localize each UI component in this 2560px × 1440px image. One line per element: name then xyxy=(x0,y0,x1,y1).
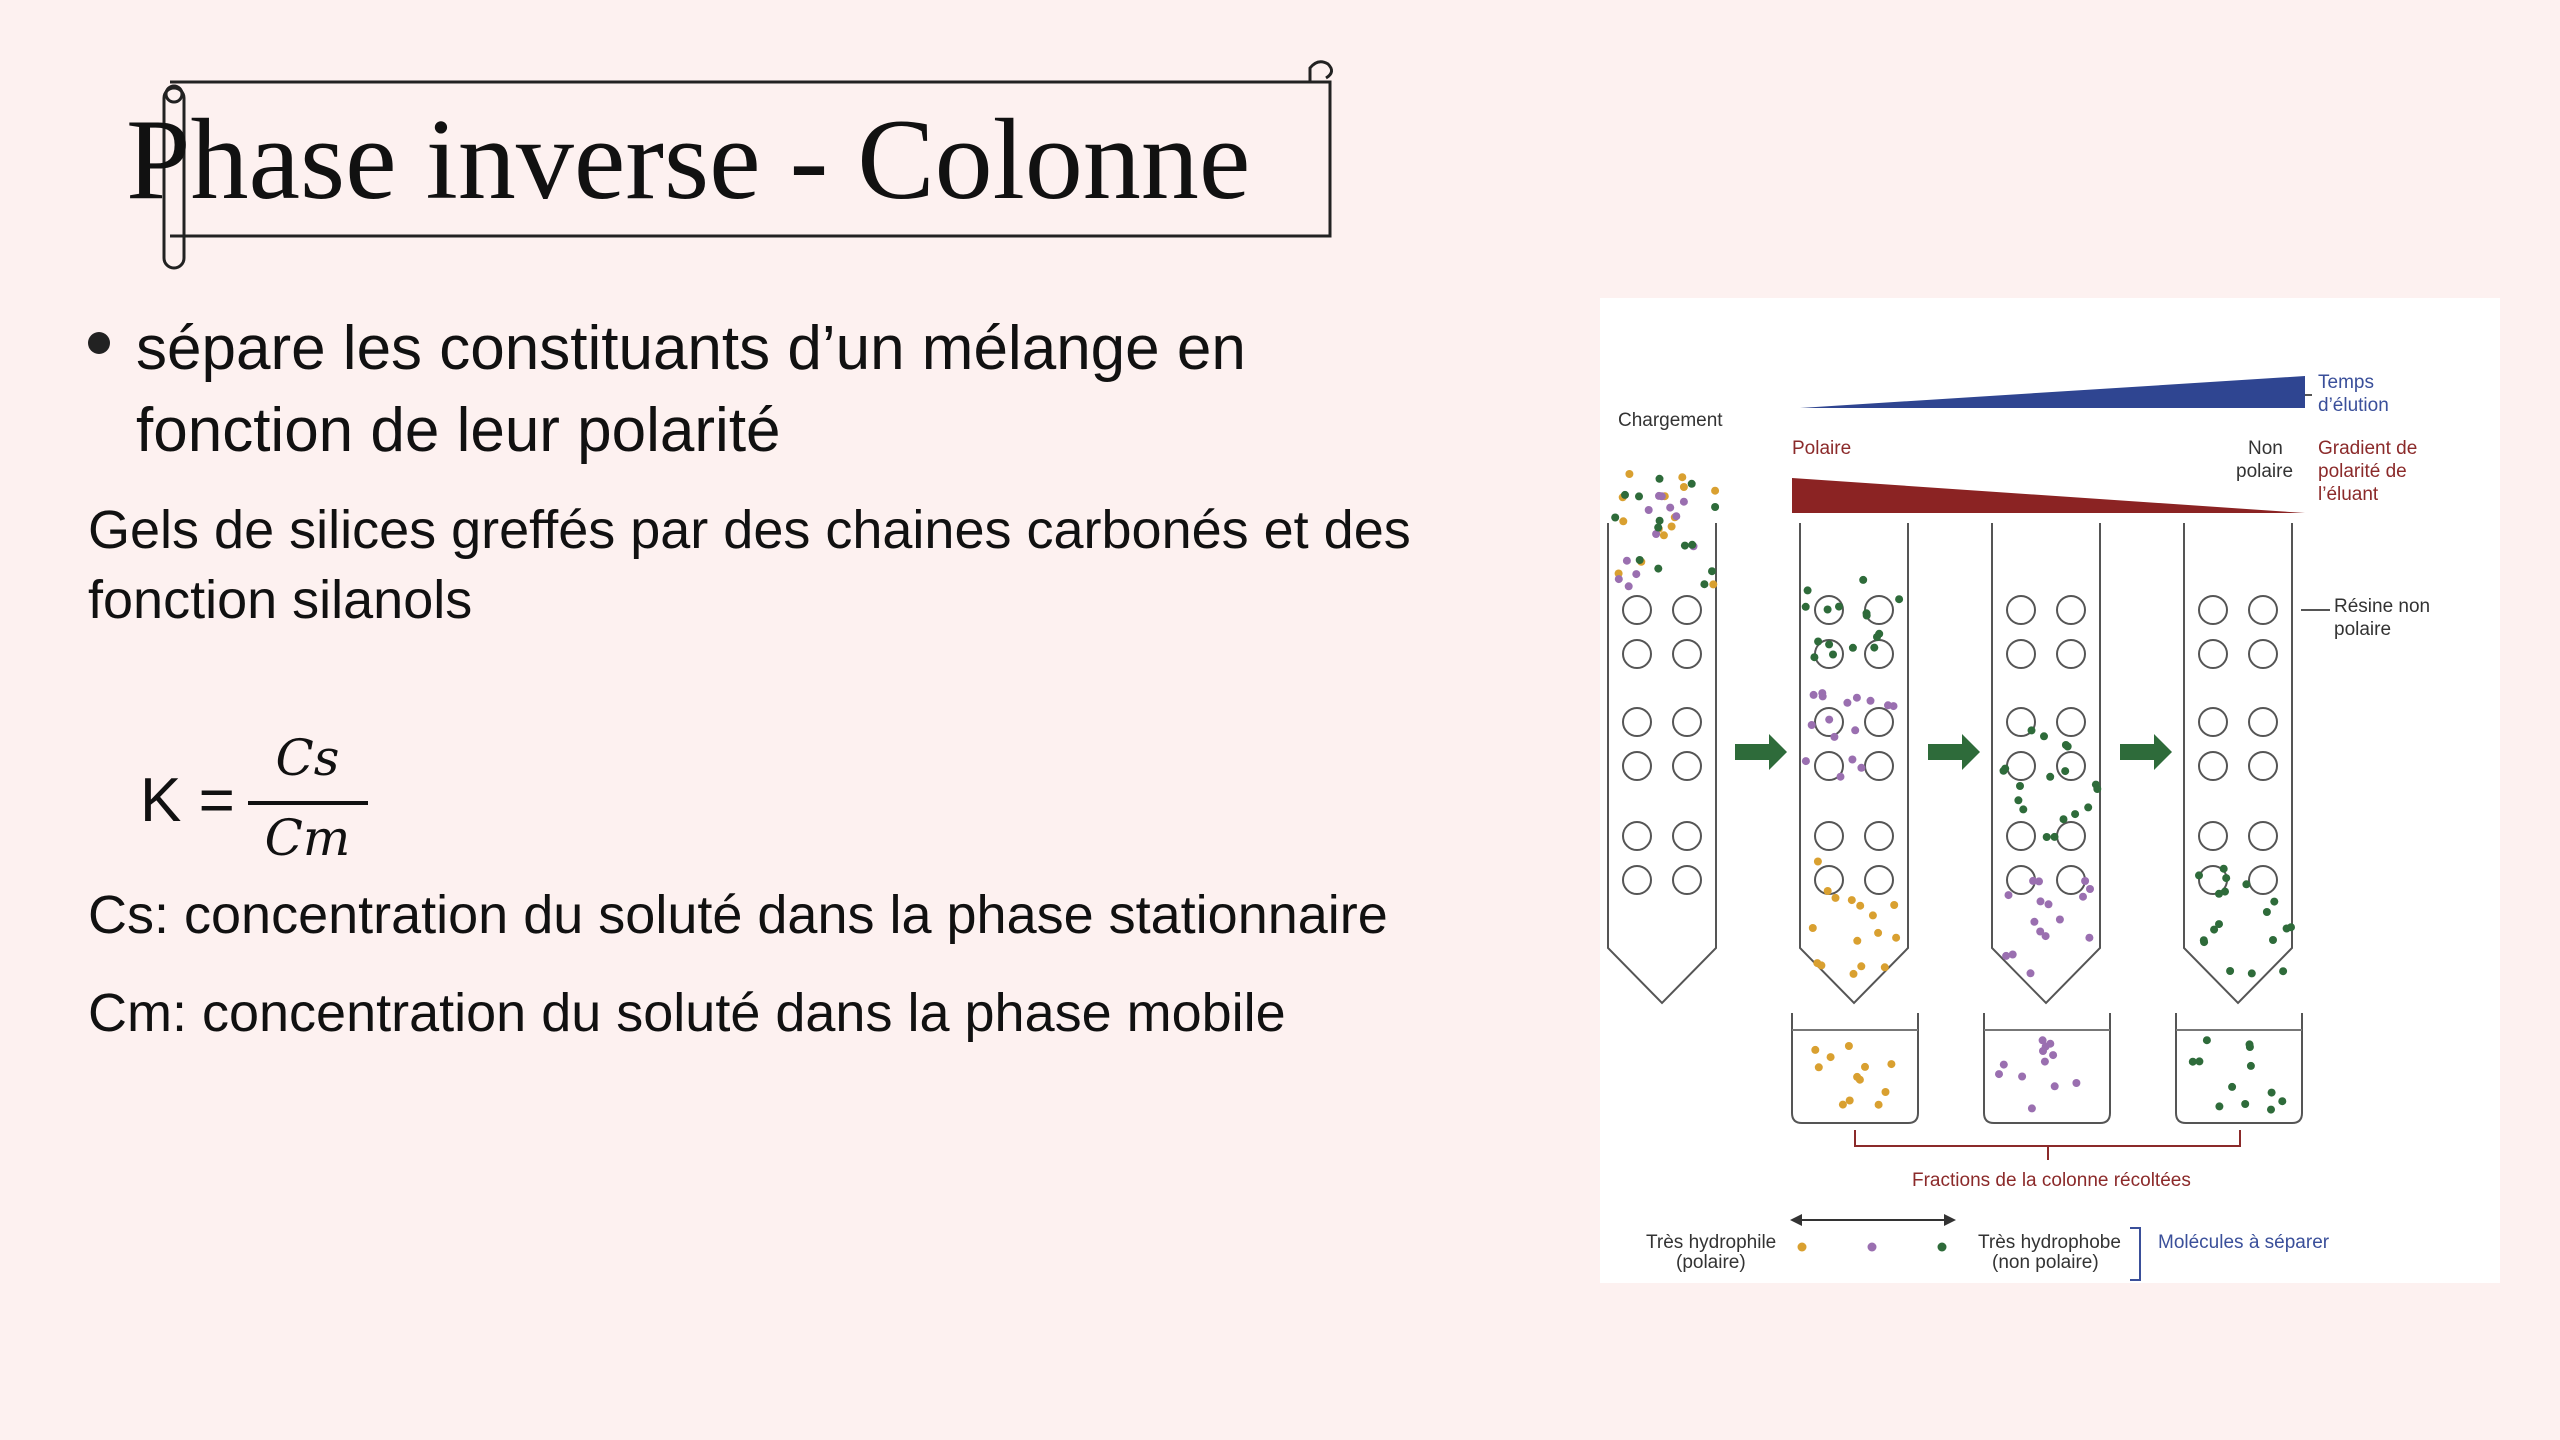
medium-molecule-dot xyxy=(1680,498,1688,506)
polar-molecule-dot xyxy=(1625,470,1633,478)
nonpolar-molecule-dot xyxy=(2215,920,2223,928)
medium-molecule-dot xyxy=(1645,506,1653,514)
polar-molecule-dot xyxy=(1881,963,1889,971)
resin-bead xyxy=(2007,596,2035,624)
medium-molecule-dot xyxy=(1658,492,1666,500)
polar-molecule-dot xyxy=(1709,580,1717,588)
nonpolar-molecule-dot xyxy=(2267,1106,2275,1114)
medium-molecule-dot xyxy=(2045,900,2053,908)
bullet-line-2: fonction de leur polarité xyxy=(136,396,781,465)
nonpolar-molecule-dot xyxy=(2221,888,2229,896)
polar-molecule-dot xyxy=(1832,894,1840,902)
medium-molecule-dot xyxy=(2051,1082,2059,1090)
bullet-icon xyxy=(88,332,110,354)
resin-bead xyxy=(2057,752,2085,780)
resin-bead xyxy=(1865,752,1893,780)
label-molecules: Molécules à séparer xyxy=(2158,1232,2330,1253)
nonpolar-molecule-dot xyxy=(2248,969,2256,977)
label-hydrophile-2: (polaire) xyxy=(1676,1252,1746,1273)
nonpolar-molecule-dot xyxy=(1849,644,1857,652)
polar-molecule-dot xyxy=(1678,473,1686,481)
nonpolar-molecule-dot xyxy=(2228,1083,2236,1091)
medium-molecule-dot xyxy=(2085,934,2093,942)
polar-molecule-dot xyxy=(1882,1088,1890,1096)
resin-bead xyxy=(1623,708,1651,736)
gels-paragraph xyxy=(88,495,1411,635)
nonpolar-molecule-dot xyxy=(2269,936,2277,944)
resin-bead xyxy=(2199,640,2227,668)
nonpolar-molecule-dot xyxy=(1656,475,1664,483)
polar-molecule-dot xyxy=(1827,1053,1835,1061)
resin-bead xyxy=(1673,822,1701,850)
nonpolar-molecule-dot xyxy=(2092,781,2100,789)
polar-molecule-dot xyxy=(1853,1073,1861,1081)
label-non-polaire-2: polaire xyxy=(2236,461,2294,482)
label-hydrophobe-2: (non polaire) xyxy=(1992,1252,2099,1273)
nonpolar-molecule-dot xyxy=(2014,796,2022,804)
nonpolar-molecule-dot xyxy=(2064,743,2072,751)
polar-molecule-dot xyxy=(1850,970,1858,978)
resin-bead xyxy=(2007,822,2035,850)
label-resine-2: polaire xyxy=(2334,619,2392,640)
medium-molecule-dot xyxy=(1672,512,1680,520)
medium-molecule-dot xyxy=(2030,918,2038,926)
cs-definition: Cs: concentration du soluté dans la phase stationnaire xyxy=(88,885,1388,945)
medium-molecule-dot xyxy=(2079,893,2087,901)
resin-bead xyxy=(2057,596,2085,624)
resin-bead xyxy=(1673,596,1701,624)
nonpolar-molecule-dot xyxy=(1654,524,1662,532)
nonpolar-molecule-dot xyxy=(1895,595,1903,603)
nonpolar-molecule-dot xyxy=(2220,865,2228,873)
elution-time-wedge xyxy=(1800,376,2305,408)
polar-molecule-dot xyxy=(1853,937,1861,945)
polar-molecule-dot xyxy=(1809,924,1817,932)
nonpolar-molecule-dot xyxy=(1711,503,1719,511)
nonpolar-molecule-dot xyxy=(1611,514,1619,522)
flow-arrow-icon xyxy=(1735,734,1787,770)
polar-molecule-dot xyxy=(1824,887,1832,895)
medium-molecule-dot xyxy=(2086,885,2094,893)
label-polaire: Polaire xyxy=(1792,438,1852,459)
polar-molecule-dot xyxy=(1845,1042,1853,1050)
label-fractions: Fractions de la colonne récoltées xyxy=(1912,1170,2191,1191)
polar-molecule-dot xyxy=(1711,487,1719,495)
label-temps-1: Temps xyxy=(2318,372,2374,393)
label-gradient-3: l’éluant xyxy=(2318,484,2379,505)
nonpolar-molecule-dot xyxy=(1814,638,1822,646)
nonpolar-molecule-dot xyxy=(1688,480,1696,488)
medium-molecule-dot xyxy=(1995,1070,2003,1078)
polar-molecule-dot xyxy=(1892,934,1900,942)
polar-molecule-dot xyxy=(1815,1063,1823,1071)
nonpolar-molecule-dot xyxy=(2051,833,2059,841)
resin-bead xyxy=(2249,708,2277,736)
label-temps-2: d’élution xyxy=(2318,395,2389,416)
nonpolar-molecule-dot xyxy=(1835,603,1843,611)
fraction-bar xyxy=(248,801,368,805)
resin-bead xyxy=(2057,822,2085,850)
resin-bead xyxy=(2199,596,2227,624)
flow-arrow-icon xyxy=(1928,734,1980,770)
nonpolar-molecule-dot xyxy=(1681,542,1689,550)
resin-bead xyxy=(2057,866,2085,894)
nonpolar-molecule-dot xyxy=(2040,732,2048,740)
medium-molecule-dot xyxy=(2018,1073,2026,1081)
nonpolar-molecule-dot xyxy=(1802,603,1810,611)
polar-molecule-dot xyxy=(1846,1097,1854,1105)
nonpolar-molecule-dot xyxy=(1870,644,1878,652)
polar-molecule-dot xyxy=(1680,483,1688,491)
medium-molecule-dot xyxy=(2002,952,2010,960)
resin-bead xyxy=(1865,640,1893,668)
nonpolar-molecule-dot xyxy=(2060,815,2068,823)
medium-molecule-dot xyxy=(2042,932,2050,940)
nonpolar-molecule-dot xyxy=(2268,1089,2276,1097)
nonpolar-molecule-dot xyxy=(2279,967,2287,975)
nonpolar-molecule-dot xyxy=(1635,492,1643,500)
nonpolar-molecule-dot xyxy=(1688,541,1696,549)
resin-bead xyxy=(1865,708,1893,736)
label-hydrophile-1: Très hydrophile xyxy=(1646,1232,1777,1253)
label-chargement: Chargement xyxy=(1618,410,1723,431)
resin-bead xyxy=(1623,866,1651,894)
nonpolar-molecule-dot xyxy=(1863,612,1871,620)
polar-molecule-dot xyxy=(1887,1060,1895,1068)
nonpolar-molecule-dot xyxy=(2071,810,2079,818)
nonpolar-molecule-dot xyxy=(2247,1062,2255,1070)
nonpolar-molecule-dot xyxy=(2226,967,2234,975)
resin-bead xyxy=(1623,596,1651,624)
resin-bead xyxy=(2249,640,2277,668)
formula-lhs: K = xyxy=(140,766,235,835)
medium-molecule-dot xyxy=(1848,756,1856,764)
fractions-bracket xyxy=(1855,1130,2240,1160)
nonpolar-molecule-dot xyxy=(2287,923,2295,931)
page-title: Phase inverse - Colonne xyxy=(126,96,1251,224)
molecules-bracket xyxy=(2130,1228,2140,1280)
medium-molecule-dot xyxy=(2009,951,2017,959)
nonpolar-molecule-dot xyxy=(2084,803,2092,811)
resin-bead xyxy=(2007,752,2035,780)
polar-molecule-dot xyxy=(1817,961,1825,969)
medium-molecule-dot xyxy=(1666,504,1674,512)
resin-bead xyxy=(1623,640,1651,668)
nonpolar-molecule-dot xyxy=(1636,556,1644,564)
resin-bead xyxy=(1673,708,1701,736)
nonpolar-molecule-dot xyxy=(1825,640,1833,648)
cm-definition: Cm: concentration du soluté dans la phase mobile xyxy=(88,983,1286,1043)
nonpolar-molecule-dot xyxy=(2195,871,2203,879)
nonpolar-molecule-dot xyxy=(2019,805,2027,813)
medium-molecule-dot xyxy=(1802,757,1810,765)
nonpolar-molecule-dot xyxy=(2278,1097,2286,1105)
label-non-polaire-1: Non xyxy=(2248,438,2283,459)
resin-bead xyxy=(1865,822,1893,850)
label-gradient-2: polarité de xyxy=(2318,461,2407,482)
nonpolar-molecule-dot xyxy=(1829,651,1837,659)
arrowhead-right-icon xyxy=(1944,1214,1956,1226)
polar-molecule-dot xyxy=(1869,911,1877,919)
label-hydrophobe-1: Très hydrophobe xyxy=(1978,1232,2121,1253)
polar-molecule-dot xyxy=(1856,902,1864,910)
resin-bead xyxy=(1865,866,1893,894)
nonpolar-molecule-dot xyxy=(1810,653,1818,661)
nonpolar-molecule-dot xyxy=(1875,630,1883,638)
medium-molecule-dot xyxy=(2041,1058,2049,1066)
nonpolar-molecule-dot xyxy=(2241,1100,2249,1108)
medium-molecule-dot xyxy=(1615,575,1623,583)
medium-molecule-dot xyxy=(2039,1036,2047,1044)
medium-molecule-dot xyxy=(1810,691,1818,699)
resin-bead xyxy=(1623,752,1651,780)
nonpolar-molecule-dot xyxy=(2000,767,2008,775)
polar-molecule-dot xyxy=(1848,896,1856,904)
polar-molecule-dot xyxy=(1811,1046,1819,1054)
medium-molecule-dot xyxy=(2037,897,2045,905)
flow-arrow-icon xyxy=(2120,734,2172,770)
medium-molecule-dot xyxy=(1851,726,1859,734)
nonpolar-molecule-dot xyxy=(2222,874,2230,882)
arrowhead-left-icon xyxy=(1790,1214,1802,1226)
resin-bead xyxy=(1673,752,1701,780)
nonpolar-molecule-dot xyxy=(2189,1058,2197,1066)
legend-polar-dot xyxy=(1798,1243,1807,1252)
formula-numerator: Cs xyxy=(275,729,340,787)
medium-molecule-dot xyxy=(1884,701,1892,709)
medium-molecule-dot xyxy=(1808,721,1816,729)
resin-bead xyxy=(2249,822,2277,850)
resin-bead xyxy=(2057,708,2085,736)
nonpolar-molecule-dot xyxy=(1656,517,1664,525)
chromatography-diagram xyxy=(1600,298,2500,1283)
polar-molecule-dot xyxy=(1890,901,1898,909)
nonpolar-molecule-dot xyxy=(2046,773,2054,781)
legend-nonpolar-dot xyxy=(1938,1243,1947,1252)
nonpolar-molecule-dot xyxy=(1700,580,1708,588)
nonpolar-molecule-dot xyxy=(2043,833,2051,841)
resin-bead xyxy=(1673,640,1701,668)
nonpolar-molecule-dot xyxy=(2263,908,2271,916)
formula-k xyxy=(140,729,400,867)
gels-line-2: fonction silanols xyxy=(88,570,473,630)
medium-molecule-dot xyxy=(2005,891,2013,899)
title-banner xyxy=(110,50,1360,280)
label-resine-1: Résine non xyxy=(2334,596,2431,617)
medium-molecule-dot xyxy=(2035,877,2043,885)
medium-molecule-dot xyxy=(2028,1104,2036,1112)
medium-molecule-dot xyxy=(2000,1061,2008,1069)
medium-molecule-dot xyxy=(1625,582,1633,590)
polar-molecule-dot xyxy=(1619,517,1627,525)
medium-molecule-dot xyxy=(2056,916,2064,924)
medium-molecule-dot xyxy=(1818,689,1826,697)
polar-molecule-dot xyxy=(1814,858,1822,866)
medium-molecule-dot xyxy=(1857,764,1865,772)
resin-bead xyxy=(2249,752,2277,780)
medium-molecule-dot xyxy=(2049,1051,2057,1059)
nonpolar-molecule-dot xyxy=(2061,767,2069,775)
polar-molecule-dot xyxy=(1874,929,1882,937)
nonpolar-molecule-dot xyxy=(2016,782,2024,790)
resin-bead xyxy=(2249,596,2277,624)
medium-molecule-dot xyxy=(1837,773,1845,781)
resin-bead xyxy=(2007,640,2035,668)
formula-denominator: Cm xyxy=(264,809,351,867)
label-gradient-1: Gradient de xyxy=(2318,438,2418,459)
medium-molecule-dot xyxy=(2081,877,2089,885)
nonpolar-molecule-dot xyxy=(1859,576,1867,584)
resin-bead xyxy=(2057,640,2085,668)
medium-molecule-dot xyxy=(1632,570,1640,578)
nonpolar-molecule-dot xyxy=(2200,936,2208,944)
nonpolar-molecule-dot xyxy=(1621,491,1629,499)
nonpolar-molecule-dot xyxy=(1824,606,1832,614)
nonpolar-molecule-dot xyxy=(1708,567,1716,575)
medium-molecule-dot xyxy=(1853,694,1861,702)
medium-molecule-dot xyxy=(1867,697,1875,705)
nonpolar-molecule-dot xyxy=(2215,1102,2223,1110)
resin-bead xyxy=(1623,822,1651,850)
medium-molecule-dot xyxy=(1843,699,1851,707)
nonpolar-molecule-dot xyxy=(2246,1040,2254,1048)
resin-bead xyxy=(2199,752,2227,780)
polar-molecule-dot xyxy=(1875,1101,1883,1109)
nonpolar-molecule-dot xyxy=(2203,1036,2211,1044)
resin-bead xyxy=(1815,822,1843,850)
resin-bead xyxy=(1865,596,1893,624)
resin-bead xyxy=(2199,822,2227,850)
resin-bead xyxy=(1673,866,1701,894)
polar-molecule-dot xyxy=(1660,531,1668,539)
bullet-line-1: sépare les constituants d’un mélange en xyxy=(136,314,1246,383)
medium-molecule-dot xyxy=(2072,1079,2080,1087)
polar-molecule-dot xyxy=(1839,1101,1847,1109)
nonpolar-molecule-dot xyxy=(2028,726,2036,734)
resin-bead xyxy=(2199,708,2227,736)
nonpolar-molecule-dot xyxy=(2270,898,2278,906)
gels-line-1: Gels de silices greffés par des chaines carbonés et des xyxy=(88,500,1411,560)
nonpolar-molecule-dot xyxy=(2242,880,2250,888)
resin-bead xyxy=(2249,866,2277,894)
nonpolar-molecule-dot xyxy=(1804,586,1812,594)
polarity-gradient-wedge xyxy=(1792,478,2305,513)
medium-molecule-dot xyxy=(1623,557,1631,565)
medium-molecule-dot xyxy=(1830,733,1838,741)
legend-medium-dot xyxy=(1868,1243,1877,1252)
polar-molecule-dot xyxy=(1857,962,1865,970)
polar-molecule-dot xyxy=(1668,523,1676,531)
nonpolar-molecule-dot xyxy=(1654,565,1662,573)
medium-molecule-dot xyxy=(2027,969,2035,977)
medium-molecule-dot xyxy=(1825,716,1833,724)
bullet-text xyxy=(136,308,1246,472)
polar-molecule-dot xyxy=(1861,1063,1869,1071)
